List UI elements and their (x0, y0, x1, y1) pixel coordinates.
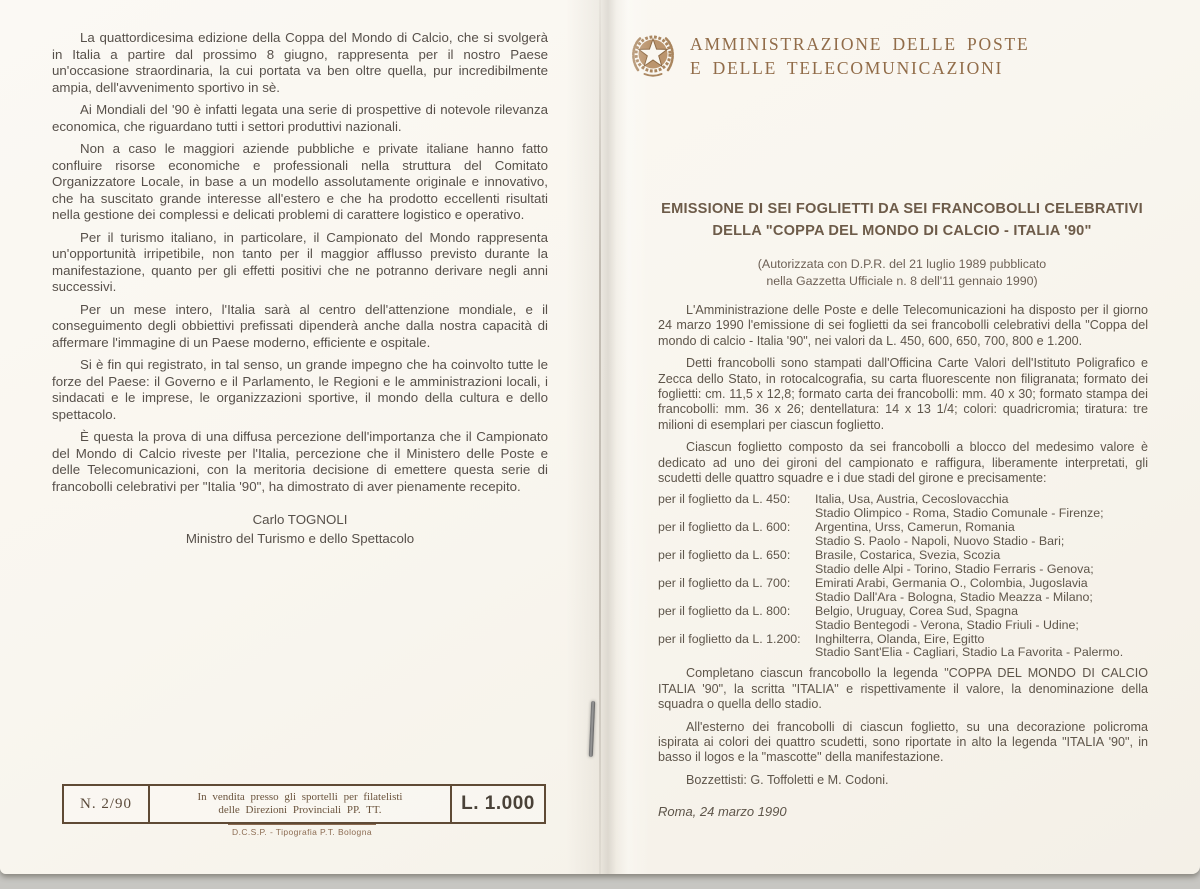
sale-notice-line2: delle Direzioni Provinciali PP. TT. (218, 804, 382, 816)
sheet-teams: Emirati Arabi, Germania O., Colombia, Jugoslavia (815, 575, 1088, 590)
signature-name: Carlo TOGNOLI (252, 512, 348, 527)
sheet-stadiums: Stadio Sant'Elia - Cagliari, Stadio La Favorita - Palermo. (815, 645, 1124, 660)
sheet-label: per il foglietto da L. 650: (658, 548, 791, 563)
paragraph: Si è fin qui registrato, in tal senso, un grande impegno che ha coinvolto tutte le forze del Paese: il Governo e il Parlamento, le Regioni e le amministrazioni locali, i sindacati e le imprese, le organizzazioni sportive, il mondo della cultura e dello spettacolo. (52, 357, 548, 422)
italian-republic-emblem-icon (628, 30, 678, 82)
sheet-item (658, 577, 1148, 605)
sheet-stadiums: Stadio Bentegodi - Verona, Stadio Friuli - Udine; (815, 617, 1079, 632)
sale-notice (150, 786, 452, 822)
paragraph: L'Amministrazione delle Poste e delle Telecomunicazioni ha disposto per il giorno 24 marzo 1990 l'emissione di sei foglietti da sei francobolli celebrativi della "Coppa del mondo di calcio - Italia '90", nei valori da L. 450, 600, 650, 700, 800 e 1.200. (658, 303, 1148, 348)
paragraph: Completano ciascun francobollo la legenda "COPPA DEL MONDO DI CALCIO ITALIA '90", la scritta "ITALIA" e rispettivamente il valore, la denominazione della squadra o quella dello stadio. (658, 666, 1148, 712)
dateline: Roma, 24 marzo 1990 (658, 804, 787, 820)
document-title (652, 198, 1152, 242)
sheet-item (658, 549, 1148, 577)
paragraph: All'esterno dei francobolli di ciascun foglietto, su una decorazione policroma ispirata ai colori dei quattro scudetti, sono riportate in alto la legenda "ITALIA '90", in basso il logos e la "mascotte" della manifestazione. (658, 719, 1148, 765)
sheet-stadiums: Stadio delle Alpi - Torino, Stadio Ferraris - Genova; (815, 562, 1094, 576)
staple (589, 701, 595, 757)
masthead-line1: AMMINISTRAZIONE DELLE POSTE (690, 34, 1030, 54)
sheet-item (658, 633, 1148, 661)
authorization-note (652, 256, 1152, 290)
sheet-item (658, 605, 1148, 633)
paragraph: Ai Mondiali del '90 è infatti legata una serie di prospettive di notevole rilevanza economica, che riguardano tutti i settori produttivi nazionali. (52, 102, 548, 134)
sheet-stadiums: Stadio Dall'Ara - Bologna, Stadio Meazza - Milano; (815, 589, 1093, 604)
sheet-list (658, 493, 1148, 660)
document-title-line2: DELLA "COPPA DEL MONDO DI CALCIO - ITALIA '90" (712, 223, 1092, 239)
masthead (628, 30, 1030, 82)
right-page-body (658, 303, 1148, 819)
paragraph: Non a caso le maggiori aziende pubbliche e private italiane hanno fatto confluire risorse economiche e professionali nella struttura del Comitato Organizzatore Locale, in base a un modello assolutamente originale e innovativo, che ha suscitato grande interesse all'estero e che ha prodotto eccellenti risultati nella gestione dei complessi e delicati problemi di carattere logistico e operativo. (52, 141, 548, 222)
sheet-stadiums: Stadio Olimpico - Roma, Stadio Comunale - Firenze; (815, 506, 1104, 521)
sheet-label: per il foglietto da L. 1.200: (658, 631, 801, 646)
page-fold-shadow (566, 0, 650, 874)
sheet-label: per il foglietto da L. 700: (658, 575, 791, 590)
sheet-teams: Italia, Usa, Austria, Cecoslovacchia (815, 492, 1009, 507)
paragraph: È questa la prova di una diffusa percezione dell'importanza che il Campionato del Mondo di Calcio riveste per l'Italia, percezione che il Ministero delle Poste e delle Telecomunicazioni, con la meritoria decisione di emettere questa serie di francobolli celebrativi per "Italia '90", ha dimostrato di aver pienamente recepito. (52, 429, 548, 494)
paragraph: La quattordicesima edizione della Coppa del Mondo di Calcio, che si svolgerà in Italia a partire dal prossimo 8 giugno, rappresenta per il nostro Paese un'occasione straordinaria, la cui portata va ben oltre quella, pur incredibilmente ampia, dell'avvenimento sportivo in sè. (52, 30, 548, 95)
sale-notice-line1: In vendita presso gli sportelli per filatelisti (197, 791, 403, 803)
sheet-teams: Belgio, Uruguay, Corea Sud, Spagna (815, 603, 1018, 618)
paragraph: Ciascun foglietto composto da sei francobolli a blocco del medesimo valore è dedicato ad uno dei gironi del campionato e raffigura, liberamente interpretati, gli scudetti delle quattro squadre e i due stadi del girone e precisamente: (658, 440, 1148, 486)
document-title-line1: EMISSIONE DI SEI FOGLIETTI DA SEI FRANCOBOLLI CELEBRATIVI (661, 201, 1143, 217)
sheet-teams: Argentina, Urss, Camerun, Romania (815, 520, 1015, 535)
page-fold-line (599, 0, 601, 874)
sheet-label: per il foglietto da L. 600: (658, 520, 791, 535)
sheet-teams: Inghilterra, Olanda, Eire, Egitto (815, 631, 985, 646)
price-value: L. 1.000 (461, 793, 535, 814)
sheet-item (658, 521, 1148, 549)
signature-block (52, 511, 548, 548)
masthead-line2: E DELLE TELECOMUNICAZIONI (690, 58, 1004, 78)
sheet-item (658, 493, 1148, 521)
sheet-label: per il foglietto da L. 450: (658, 492, 791, 507)
bulletin-number: N. 2/90 (64, 786, 150, 822)
left-page (52, 30, 548, 548)
price-box (62, 784, 546, 824)
signature-role: Ministro del Turismo e dello Spettacolo (185, 531, 415, 546)
printer-imprint-text: D.C.S.P. - Tipografia P.T. Bologna (228, 824, 376, 837)
authorization-line1: (Autorizzata con D.P.R. del 21 luglio 1989 pubblicato (757, 257, 1047, 271)
sheet-teams: Brasile, Costarica, Svezia, Scozia (815, 548, 1001, 563)
paragraph: Per un mese intero, l'Italia sarà al centro dell'attenzione mondiale, e il conseguimento degli obbiettivi prefissati dipenderà anche dalla nostra capacità di affermare l'immagine di un Paese moderno, efficiente e ospitale. (52, 301, 548, 350)
paragraph: Per il turismo italiano, in particolare, il Campionato del Mondo rappresenta un'opportunità irripetibile, non tanto per il maggior afflusso previsto durante la manifestazione, quanto per gli effetti positivi che ne potranno derivare negli anni successivi. (52, 229, 548, 294)
paragraph: Bozzettisti: G. Toffoletti e M. Codoni. (686, 772, 889, 787)
sheet-label: per il foglietto da L. 800: (658, 603, 791, 618)
paragraph: Detti francobolli sono stampati dall'Officina Carte Valori dell'Istituto Poligrafico e Zecca dello Stato, in rotocalcografia, su carta fluorescente non filigranata; formato dei foglietti: cm. 11,5 x 12,8; formato carta dei francobolli: mm. 40 x 30; formato stampa dei francobolli: mm. 36 x 26; dentellatura: 14 x 13 1/4; colori: quadricromia; tiratura: tre milioni di esemplari per ciascun foglietto. (658, 356, 1148, 432)
masthead-text (690, 32, 1030, 80)
sheet-stadiums: Stadio S. Paolo - Napoli, Nuovo Stadio - Bari; (815, 534, 1065, 549)
authorization-line2: nella Gazzetta Ufficiale n. 8 dell'11 gennaio 1990) (766, 274, 1038, 288)
printer-imprint (62, 822, 542, 840)
